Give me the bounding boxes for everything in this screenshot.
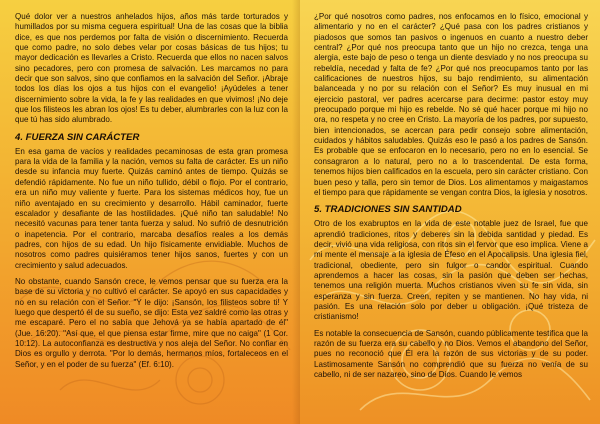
left-paragraph-2: En esa gama de vacíos y realidades pecaminosas de esta gran promesa para la vida de la familia y la nación, vemos su falta de carácter. Es un niño desde su infancia muy fuerte. Quizás caminó antes de tiempo. Quizás se defendió rápidamente. No fue un niño tullido, débil o flojo. Por el contrario, era un niño muy valiente y fuerte. Para los sistemas médicos hoy, fue un niño aventajado en su crecimiento y desarrollo. Hábil caminador, fuerte escalador y desafiante de las hostilidades. ¡Qué niño tan saludable! No necesitó vacunas para tener tanta fuerza y salud. No sufrió de desnutrición o inapetencia. Por el contrario, marcaba desafíos reales a los demás padres, con hijos de su edad. Un hijo físicamente envidiable. Muchos de nosotros como padres quisiéramos tener hijos sanos, fuertes y con un crecimiento y salud adecuados.	[15, 146, 288, 270]
left-paragraph-1: Qué dolor ver a nuestros anhelados hijos, años más tarde torturados y humillados por su misma ceguera espiritual! Una de las cosas que la biblia dice, es que nos perdemos por falta de visión o discernimiento. Recuerda que como padre, no solo debes velar por cosas básicas de tus hijos; tu mayor dedicación es llevarles a Cristo. Recuerda que ellos no nacen salvos sino pecadores, pero con promesa de salvación. Les marcamos no para decir que son salvos, sino que confiamos en la salvación del Señor. ¡Abraje todos los días los ojos a tus hijos con el evangelio! ¡Ayúdeles a tener discernimiento sobre la vida, la fe y las realidades en que vivimos! ¡No deje que los filisteos les abran los ojos! Es tu deber, alumbrarles con la luz con la que tú has sido alumbrado.	[15, 12, 288, 125]
right-paragraph-1: ¿Por qué nosotros como padres, nos enfocamos en lo físico, emocional y alimentario y no en el carácter? ¿Qué pasa con los padres cristianos y piadosos que somos tan pasivos o ingenuos en cuanto a nuestro deber central? ¿Por qué nos preocupa tanto que un hijo no crezca, tenga una alergia, este bajo de peso o tenga un diente desviado y no nos preocupa su rebeldía, necedad y falta de fe? ¿Por qué nos preocupamos tanto por las calificaciones de nuestros hijos, su bajo rendimiento, su alimentación balanceada y no por su relación con el Señor? Es muy inusual en mi ejercicio pastoral, ver padres acercarse para decirme: pastor estoy muy preocupado porque mi hijo es rebelde. No sé qué hacer porque mi hijo no ora, no respeta y no cree en Cristo. La mayoría de los padres, por supuesto, bien intencionados, se acercan para pedir consejo sobre alimentación, cuidados y hábitos saludables. Quizás eso le pasó a los padres de Sansón. Es probable que se enfocaron en lo necesario, pero no en lo esencial. Se consagraron a lo natural, pero no a lo trascendental. De esta forma, tenemos hijos bien calificados en la escuela, pero sin carácter cristiano. Con buen peso y talla, pero sin temor de Dios. Los alimentamos y maigastamos el tiempo para que rápidamente se vengan contra Dios, la iglesia y nosotros.	[314, 12, 588, 197]
right-paragraph-2: Otro de los exabruptos en la vida de este notable juez de Israel, fue que aprendió tradiciones, ritos y deberes sin la debida santidad y piedad. Es decir, vivió una vida religiosa, con ritos sin el fervor que eso implica. Viene a mi mente el mensaje a la iglesia de Éfeso en el Apocalipsis. Una iglesia fiel, tradicional, obediente, pero sin fulgor o candor espiritual. Cuando aprendemos a hacer las cosas, sin la pasión que deben ser hechas, tenemos una religión muerta. Muchos cristianos viven su fe sin vida, sin esperanza y sin fuerza. Creen, repiten y se mantienen. No hay vida, ni pasión. Es una relación solo por deber u obligación. ¡Qué tristeza de cristianismo!	[314, 219, 588, 322]
right-paragraph-3: Es notable la consecuencia de Sansón, cuando públicamente testifica que la razón de su fuerza era su cabello y no Dios. Vemos el abandono del Señor, pues no reconoció que Él era la razón de sus victorias y de su poder. Lastimosamente Sansón no comprendió que su fuerza no venía de su cabello, ni de ser nazareo, sino de Dios. Cuando le vemos	[314, 328, 588, 379]
left-paragraph-3: No obstante, cuando Sansón crece, le vemos pensar que su fuerza era la base de su victoria y no cultivó el carácter. Se apoyó en sus capacidades y no en su relación con el Señor. "Y le dijo: ¡Sansón, los filisteos sobre ti! Y luego que despertó él de su sueño, se dijo: Esta vez saldré como las otras y me escaparé. Pero el no sabía que Jehová ya se había apartado de él" (Jue. 16:20). "Así que, el que piensa estar firme, mire que no caiga" (1 Cor. 10:12). La autoconfianza es destructiva y nos aleja del Señor. No confiar en Dios es orgullo y derrota. "Por lo demás, hermanos míos, fortaleceos en el Señor, y en el poder de su fuerza" (Ef. 6:10).	[15, 276, 288, 369]
section-heading-4: 4. FUERZA SIN CARÁCTER	[15, 131, 140, 143]
right-page	[300, 0, 600, 424]
section-heading-5: 5. TRADICIONES SIN SANTIDAD	[314, 204, 462, 216]
